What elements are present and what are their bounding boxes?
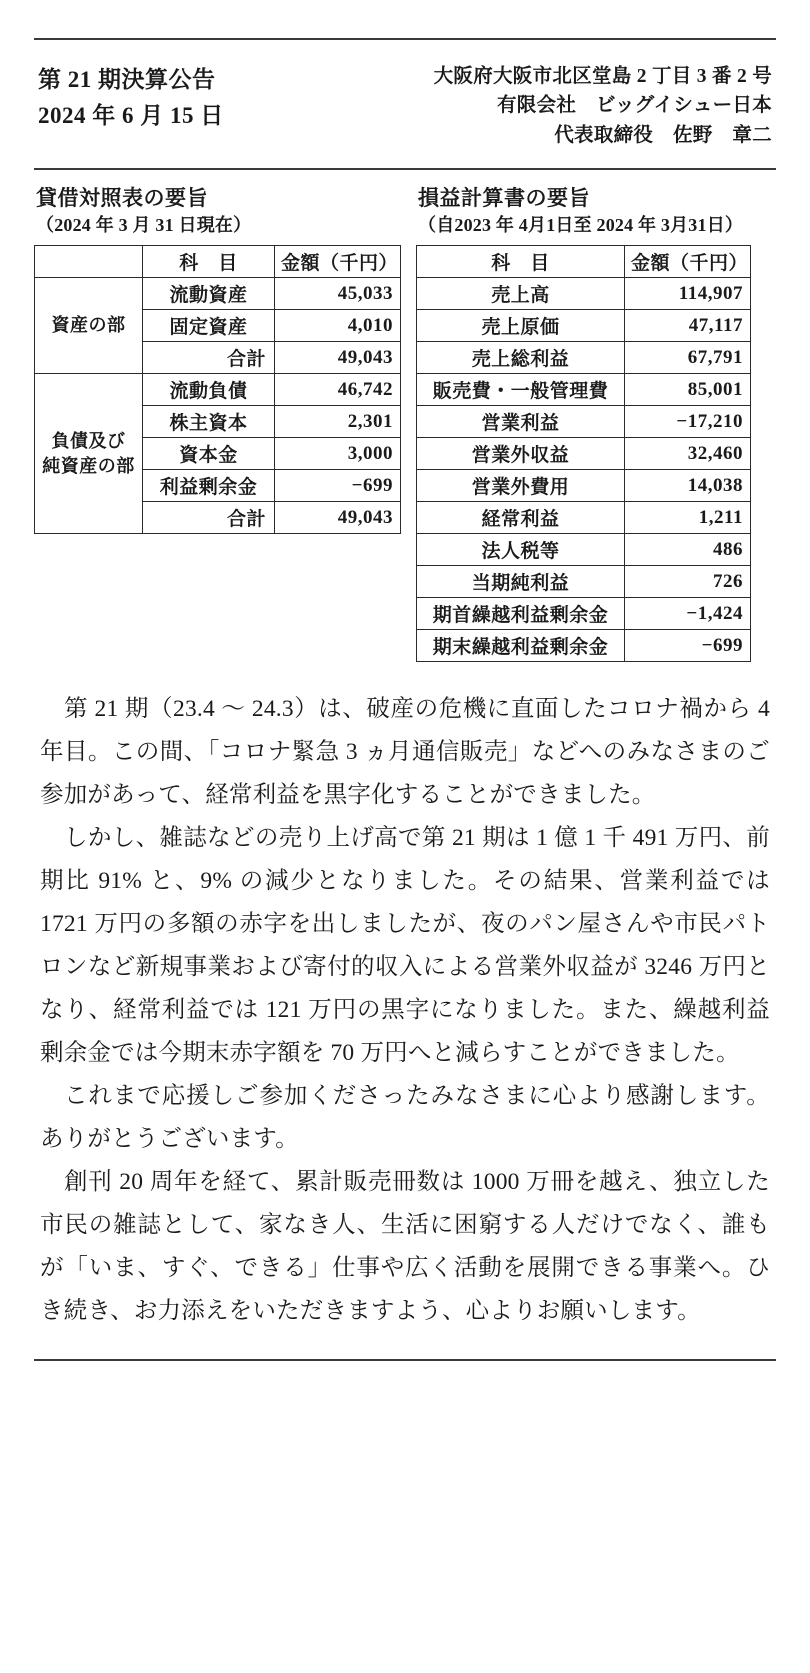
company-representative: 代表取締役 佐野 章二 bbox=[554, 124, 772, 146]
table-header-row bbox=[417, 246, 751, 278]
table-row bbox=[417, 534, 751, 566]
bs-col-item: 科 目 bbox=[143, 246, 275, 278]
pl-item: 売上高 bbox=[417, 278, 625, 310]
paragraph: しかし、雑誌などの売り上げ高で第 21 期は 1 億 1 千 491 万円、前期比 91% と、9% の減少となりました。その結果、営業利益では 1721 万円の多額の赤字を出しましたが、夜のパン屋さんや市民パトロンなど新規事業および寄付的収入による営業外収益が 3246 万円となり、経常利益では 121 万円の黒字になりました。また、繰越利益剰余金では今期末赤字額を 70 万円へと減らすことができました。 bbox=[40, 825, 770, 1067]
bs-item: 流動資産 bbox=[143, 278, 275, 310]
income-statement-title: 損益計算書の要旨 bbox=[418, 185, 590, 210]
balance-sheet-subtitle: （2024 年 3 月 31 日現在） bbox=[36, 215, 252, 236]
financial-tables bbox=[34, 170, 776, 662]
body-text bbox=[34, 662, 776, 1333]
bs-group-label-assets: 資産の部 bbox=[35, 278, 143, 374]
balance-sheet-table bbox=[34, 245, 401, 534]
bs-item: 資本金 bbox=[143, 438, 275, 470]
bs-item: 株主資本 bbox=[143, 406, 275, 438]
bs-amount: 45,033 bbox=[275, 278, 401, 310]
bs-amount: −699 bbox=[275, 470, 401, 502]
pl-amount: 726 bbox=[625, 566, 751, 598]
bs-amount: 49,043 bbox=[275, 342, 401, 374]
pl-col-amount: 金額（千円） bbox=[625, 246, 751, 278]
bs-amount: 2,301 bbox=[275, 406, 401, 438]
paragraph: 創刊 20 周年を経て、累計販売冊数は 1000 万冊を越え、独立した市民の雑誌として、家なき人、生活に困窮する人だけでなく、誰もが「いま、すぐ、できる」仕事や広く活動を展開できる事業へ。ひき続き、お力添えをいただきますよう、心よりお願いします。 bbox=[40, 1169, 770, 1325]
pl-amount: 47,117 bbox=[625, 310, 751, 342]
company-name: 有限会社 ビッグイシュー日本 bbox=[496, 95, 772, 117]
pl-item: 当期純利益 bbox=[417, 566, 625, 598]
pl-item: 経常利益 bbox=[417, 502, 625, 534]
pl-item: 売上総利益 bbox=[417, 342, 625, 374]
table-row bbox=[417, 470, 751, 502]
table-row bbox=[417, 566, 751, 598]
pl-item: 営業外費用 bbox=[417, 470, 625, 502]
bs-amount: 3,000 bbox=[275, 438, 401, 470]
bs-item: 固定資産 bbox=[143, 310, 275, 342]
bs-group-label-line2: 純資産の部 bbox=[42, 455, 135, 476]
report-date: 2024 年 6 月 15 日 bbox=[38, 102, 224, 128]
bs-item: 流動負債 bbox=[143, 374, 275, 406]
table-row bbox=[417, 438, 751, 470]
header-left-block bbox=[38, 62, 224, 133]
pl-amount: 486 bbox=[625, 534, 751, 566]
decision-report-page bbox=[0, 38, 810, 1673]
pl-amount: −699 bbox=[625, 630, 751, 662]
table-row bbox=[417, 502, 751, 534]
bs-amount: 49,043 bbox=[275, 502, 401, 534]
bs-group-label-line1: 負債及び bbox=[51, 431, 126, 452]
table-row bbox=[417, 278, 751, 310]
table-row bbox=[417, 630, 751, 662]
pl-col-item: 科 目 bbox=[417, 246, 625, 278]
pl-item: 期首繰越利益剰余金 bbox=[417, 598, 625, 630]
bottom-divider bbox=[34, 1359, 776, 1361]
bs-item: 合計 bbox=[143, 342, 275, 374]
pl-amount: 32,460 bbox=[625, 438, 751, 470]
table-header-row bbox=[35, 246, 401, 278]
table-row bbox=[417, 342, 751, 374]
pl-item: 売上原価 bbox=[417, 310, 625, 342]
table-row bbox=[35, 278, 401, 310]
bs-col-amount: 金額（千円） bbox=[275, 246, 401, 278]
bs-group-label-liabilities bbox=[35, 374, 143, 534]
table-row bbox=[417, 598, 751, 630]
bs-amount: 4,010 bbox=[275, 310, 401, 342]
pl-item: 期末繰越利益剰余金 bbox=[417, 630, 625, 662]
pl-amount: 67,791 bbox=[625, 342, 751, 374]
pl-item: 法人税等 bbox=[417, 534, 625, 566]
bs-item: 利益剰余金 bbox=[143, 470, 275, 502]
pl-amount: 14,038 bbox=[625, 470, 751, 502]
income-statement-subtitle: （自2023 年 4月1日至 2024 年 3月31日） bbox=[418, 215, 744, 236]
pl-item: 営業外収益 bbox=[417, 438, 625, 470]
pl-amount: 85,001 bbox=[625, 374, 751, 406]
page-title: 第 21 期決算公告 bbox=[38, 67, 216, 92]
paragraph: 第 21 期（23.4 〜 24.3）は、破産の危機に直面したコロナ禍から 4 年目。この間、「コロナ緊急 3 ヵ月通信販売」などへのみなさまのご参加があって、経常利益を黒字化することができました。 bbox=[40, 696, 770, 809]
paragraph: これまで応援しご参加くださったみなさまに心より感謝します。ありがとうございます。 bbox=[40, 1083, 770, 1153]
income-statement-table bbox=[416, 245, 751, 662]
table-row bbox=[35, 374, 401, 406]
pl-amount: 1,211 bbox=[625, 502, 751, 534]
table-row bbox=[417, 374, 751, 406]
pl-item: 営業利益 bbox=[417, 406, 625, 438]
pl-amount: −17,210 bbox=[625, 406, 751, 438]
document-header bbox=[34, 40, 776, 168]
table-row bbox=[417, 310, 751, 342]
bs-item: 合計 bbox=[143, 502, 275, 534]
company-address: 大阪府大阪市北区堂島 2 丁目 3 番 2 号 bbox=[433, 66, 772, 87]
bs-amount: 46,742 bbox=[275, 374, 401, 406]
table-row bbox=[417, 406, 751, 438]
balance-sheet-block bbox=[34, 184, 402, 534]
pl-item: 販売費・一般管理費 bbox=[417, 374, 625, 406]
pl-amount: 114,907 bbox=[625, 278, 751, 310]
header-right-block bbox=[434, 62, 772, 150]
income-statement-block bbox=[416, 184, 752, 662]
pl-amount: −1,424 bbox=[625, 598, 751, 630]
bs-col-blank bbox=[35, 246, 143, 278]
balance-sheet-title: 貸借対照表の要旨 bbox=[36, 185, 208, 210]
